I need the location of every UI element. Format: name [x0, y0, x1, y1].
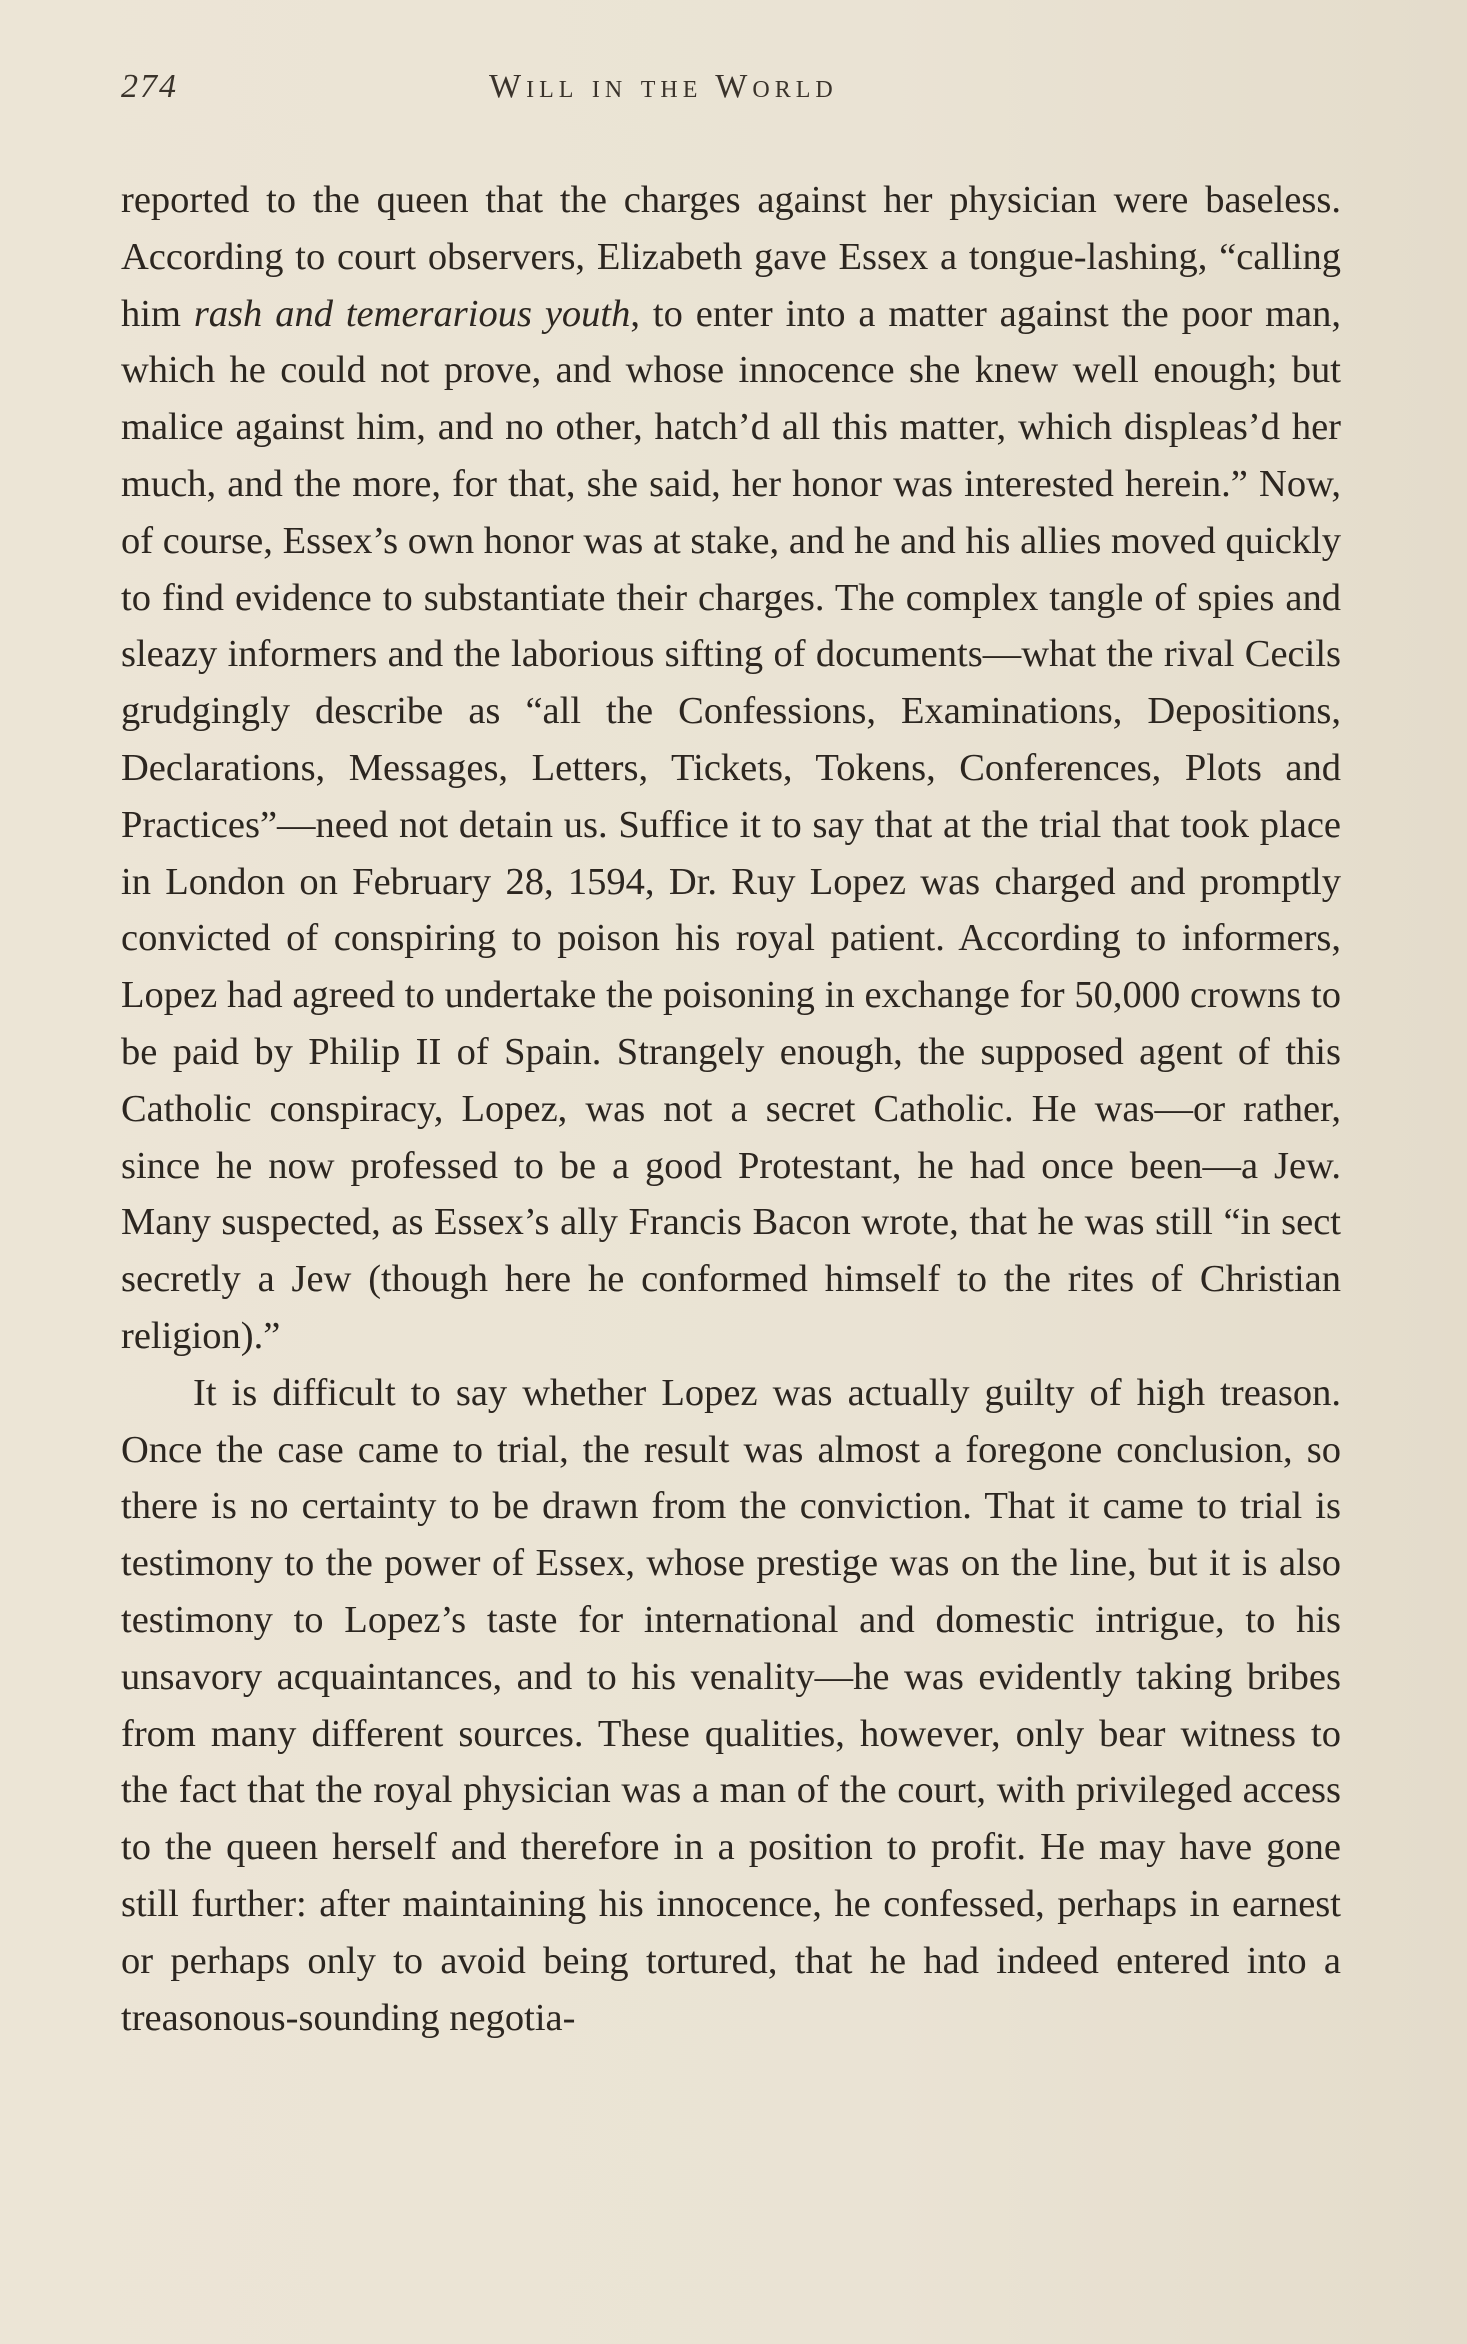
paragraph-2: It is difficult to say whether Lopez was actually guilty of high treason. Once the case came to trial, the result was almost a foregone conclusion, so there is no certainty to be drawn from the conviction. That it came to trial is testimony to the power of Essex, whose prestige was on the line, but it is also testimony to Lopez’s taste for international and domestic intrigue, to his unsavory acquaintances, and to his venality—he was evidently taking bribes from many different sources. These qualities, however, only bear witness to the fact that the royal physician was a man of the court, with privileged access to the queen herself and therefore in a position to profit. He may have gone still further: after maintaining his innocence, he confessed, perhaps in earnest or perhaps only to avoid being tortured, that he had indeed entered into a treasonous-sounding negotia- [121, 1371, 1341, 2039]
running-head [121, 62, 1341, 112]
paragraph-1 [121, 172, 1341, 1365]
page-number: 274 [121, 68, 178, 105]
paragraph-1-text-a: reported to the queen that the charges against her physician were baseless. According to court observers, Elizabeth gave Essex a tongue-lashing, “calling him [121, 179, 1341, 335]
quoted-phrase-italic: rash and temerarious youth [193, 292, 631, 335]
book-title: Will in the World [489, 68, 838, 105]
paragraph-1-text-b: , to enter into a matter against the poor man, which he could not prove, and whose innocence she knew well enough; but malice against him, and no other, hatch’d all this matter, which displeas’d her much, and the more, for that, she said, her honor was interested herein.” Now, of course, Essex’s own honor was at stake, and he and his allies moved quickly to find evidence to substantiate their charges. The complex tangle of spies and sleazy informers and the laborious sifting of documents—what the rival Cecils grudgingly describe as “all the Confessions, Examinations, Depositions, Declarations, Messages, Letters, Tickets, Tokens, Conferences, Plots and Practices”—need not detain us. Suffice it to say that at the trial that took place in London on February 28, 1594, Dr. Ruy Lopez was charged and promptly convicted of conspiring to poison his royal patient. According to informers, Lopez had agreed to undertake the poisoning in exchange for 50,000 crowns to be paid by Philip II of Spain. Strangely enough, the supposed agent of this Catholic conspiracy, Lopez, was not a secret Catholic. He was—or rather, since he now professed to be a good Protestant, he had once been—a Jew. Many suspected, as Essex’s ally Francis Bacon wrote, that he was still “in sect secretly a Jew (though here he conformed himself to the rites of Christian religion).” [121, 292, 1341, 1357]
body-text [121, 172, 1341, 2046]
